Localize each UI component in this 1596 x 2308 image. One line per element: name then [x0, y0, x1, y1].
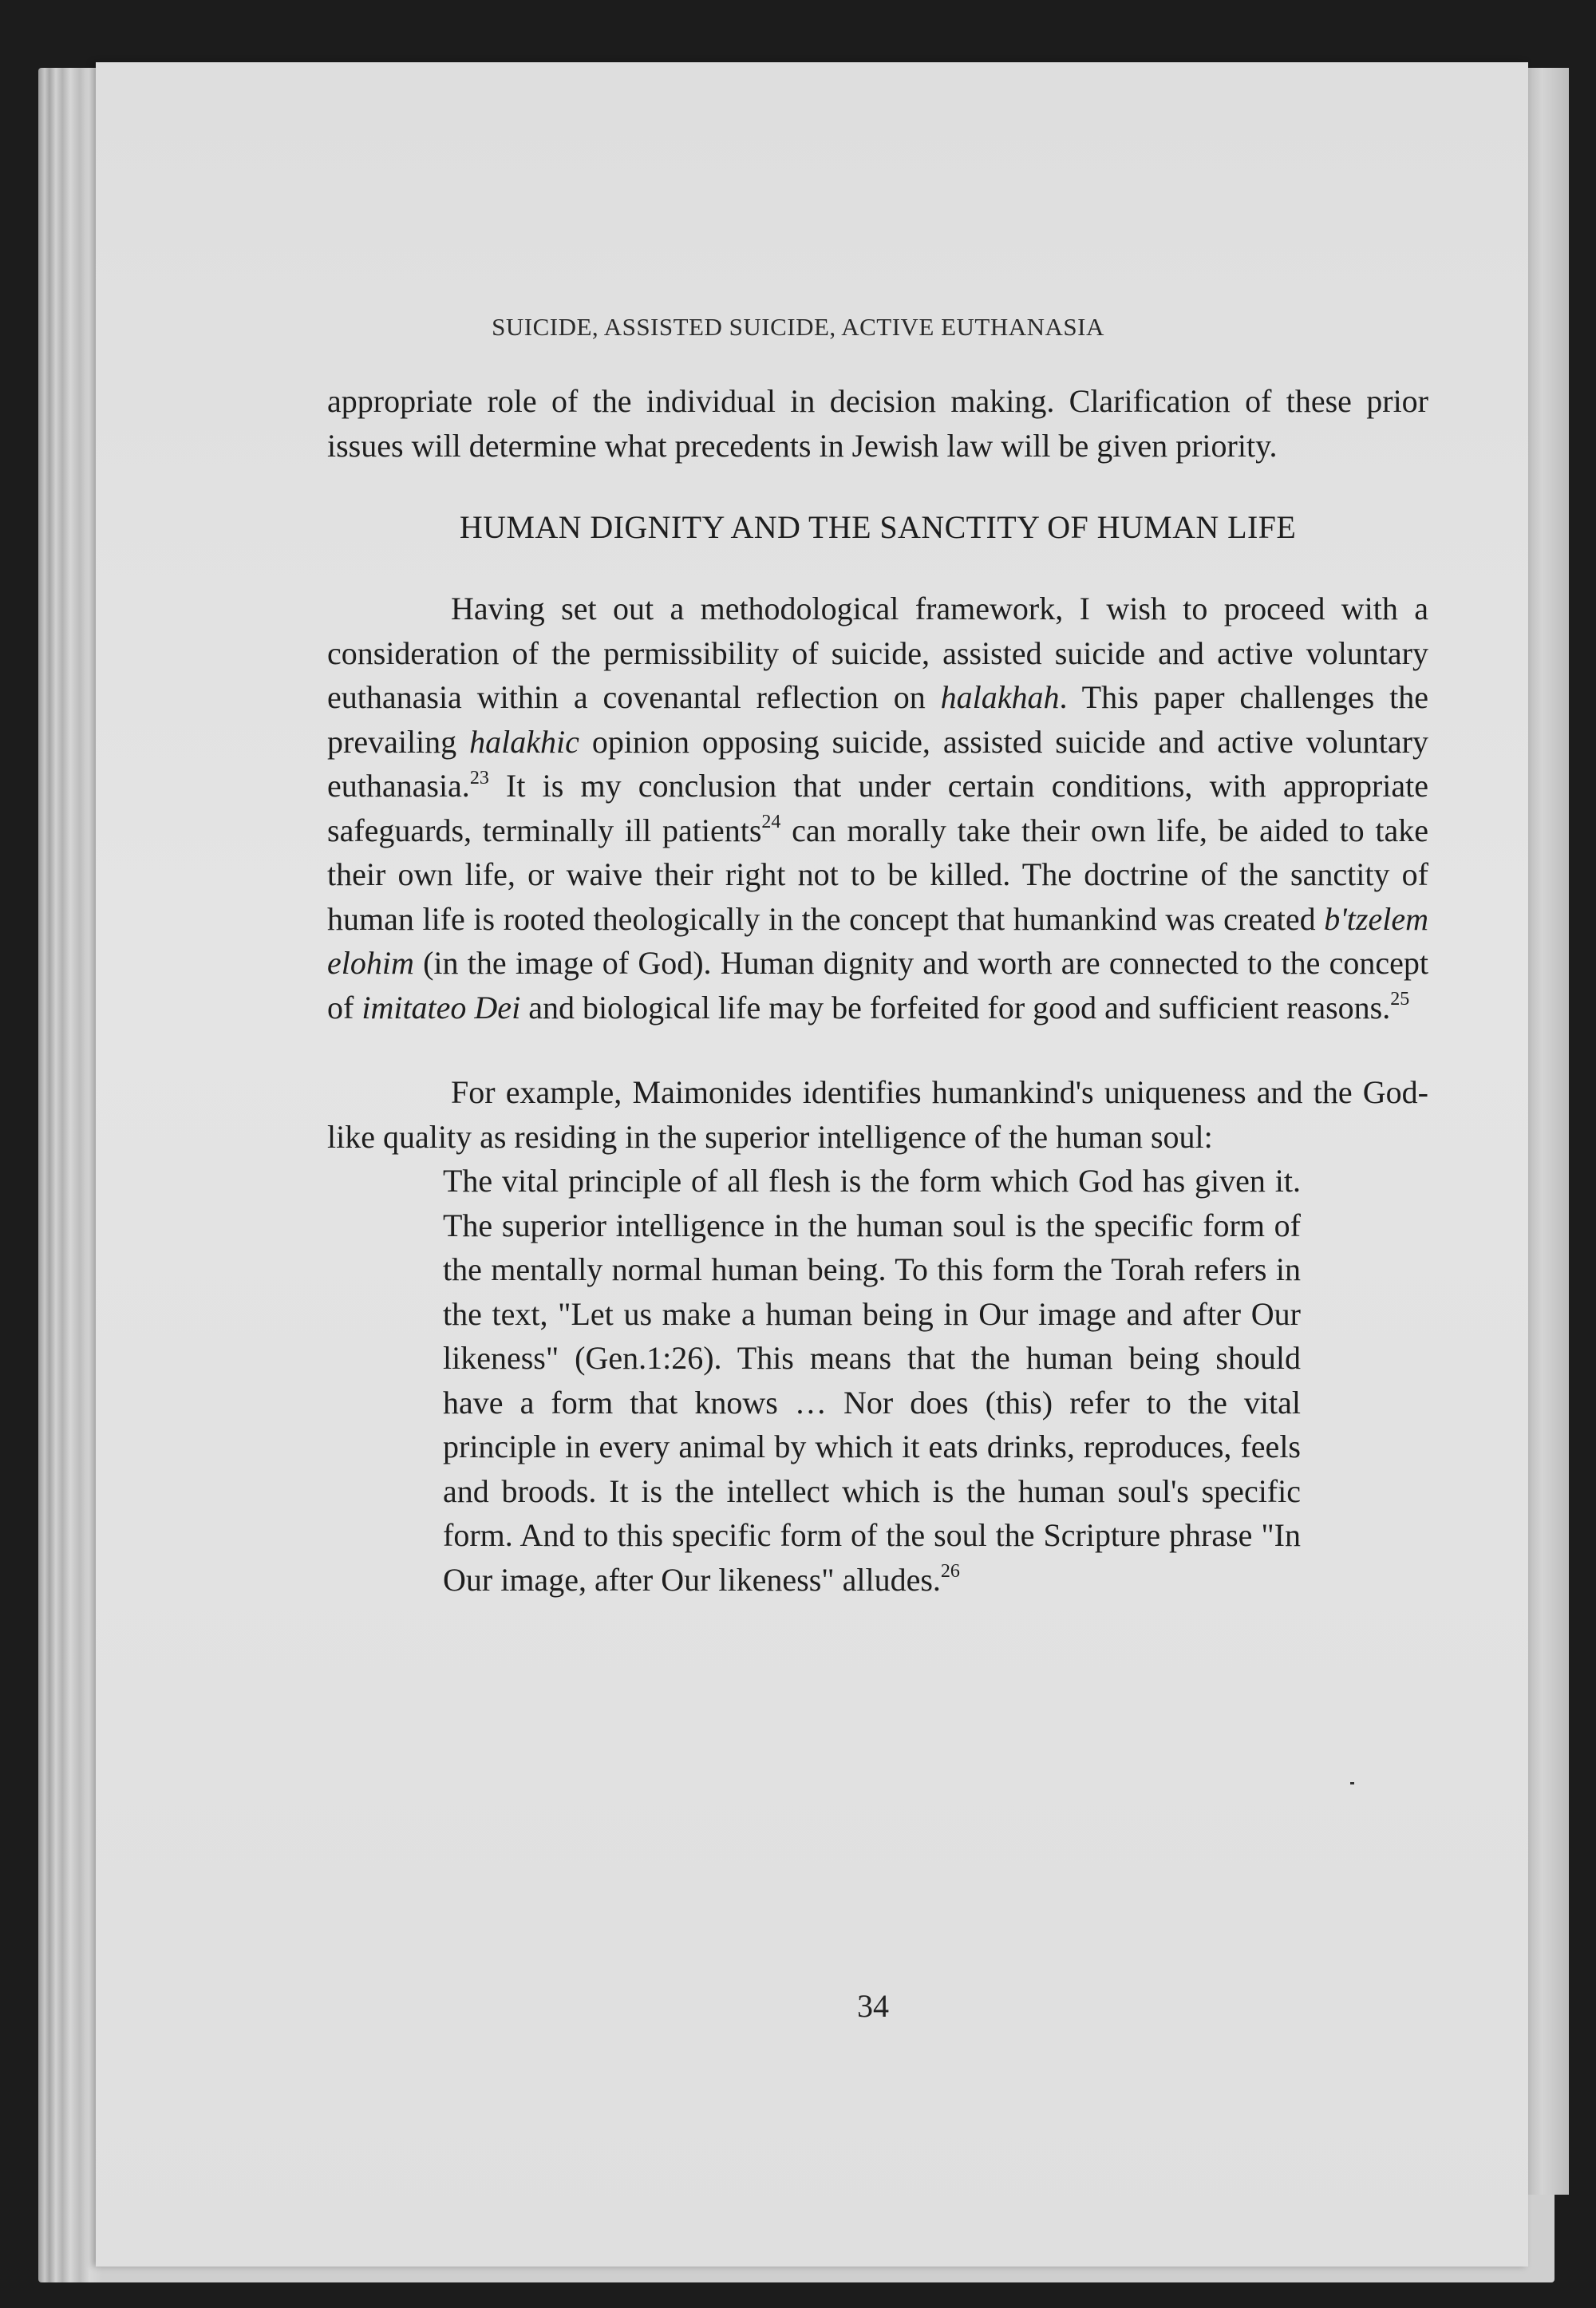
section-heading: HUMAN DIGNITY AND THE SANCTITY OF HUMAN LIFE [459, 509, 1297, 545]
opening-paragraph: appropriate role of the individual in decision making. Clarification of these prior issues will determine what precedents in Jewish law will be given priority. [327, 383, 1428, 464]
book-right-edge [1524, 68, 1569, 2195]
paragraph-methodology: Having set out a methodological framework, I wish to proceed with a consideration of the permissibility of suicide, assisted suicide and active voluntary euthanasia within a covenantal reflection on halakhah. This paper challenges the prevailing halakhic opinion opposing suicide, assisted suicide and active voluntary euthanasia.$^{23}$ It is my conclusion that under certain conditions, with appropriate safeguards, terminally ill patients$^{24}$ can morally take their own life, be aided to take their own life, or waive their right not to be killed. The doctrine of the sanctity of human life is rooted theologically in the concept that humankind was created b'tzelem elohim (in the image of God). Human dignity and worth are connected to the concept of imitateo Dei and biological life may be forfeited for good and sufficient reasons.$^{25}$ [327, 591, 1429, 1026]
paragraph-maimonides: For example, Maimonides identifies humankind's uniqueness and the God-like quality as residing in the superior intelligence of the human soul: [327, 1074, 1428, 1155]
print-speck [1350, 1782, 1354, 1784]
footnote-ref-23: 23 [469, 767, 489, 788]
page-number: 34 [857, 1988, 889, 2024]
body-text [327, 379, 1428, 1602]
running-head: SUICIDE, ASSISTED SUICIDE, ACTIVE EUTHANASIA [492, 313, 1104, 341]
footnote-ref-24: 24 [761, 812, 781, 833]
footnote-ref-25: 25 [1390, 989, 1410, 1010]
block-quote: The vital principle of all flesh is the form which God has given it. The superior intelligence in the human soul is the specific form of the mentally normal human being. To this form the Torah refers in the text, "Let us make a human being in Our image and after Our likeness" (Gen.1:26). This means that the human being should have a form that knows … Nor does (this) refer to the vital principle in every animal by which it eats drinks, reproduces, feels and broods. It is the intellect which is the human soul's specific form. And to this specific form of the soul the Scripture phrase "In Our image, after Our likeness" alludes.$^{26}$ [443, 1163, 1301, 1598]
footnote-ref-26: 26 [940, 1561, 960, 1583]
